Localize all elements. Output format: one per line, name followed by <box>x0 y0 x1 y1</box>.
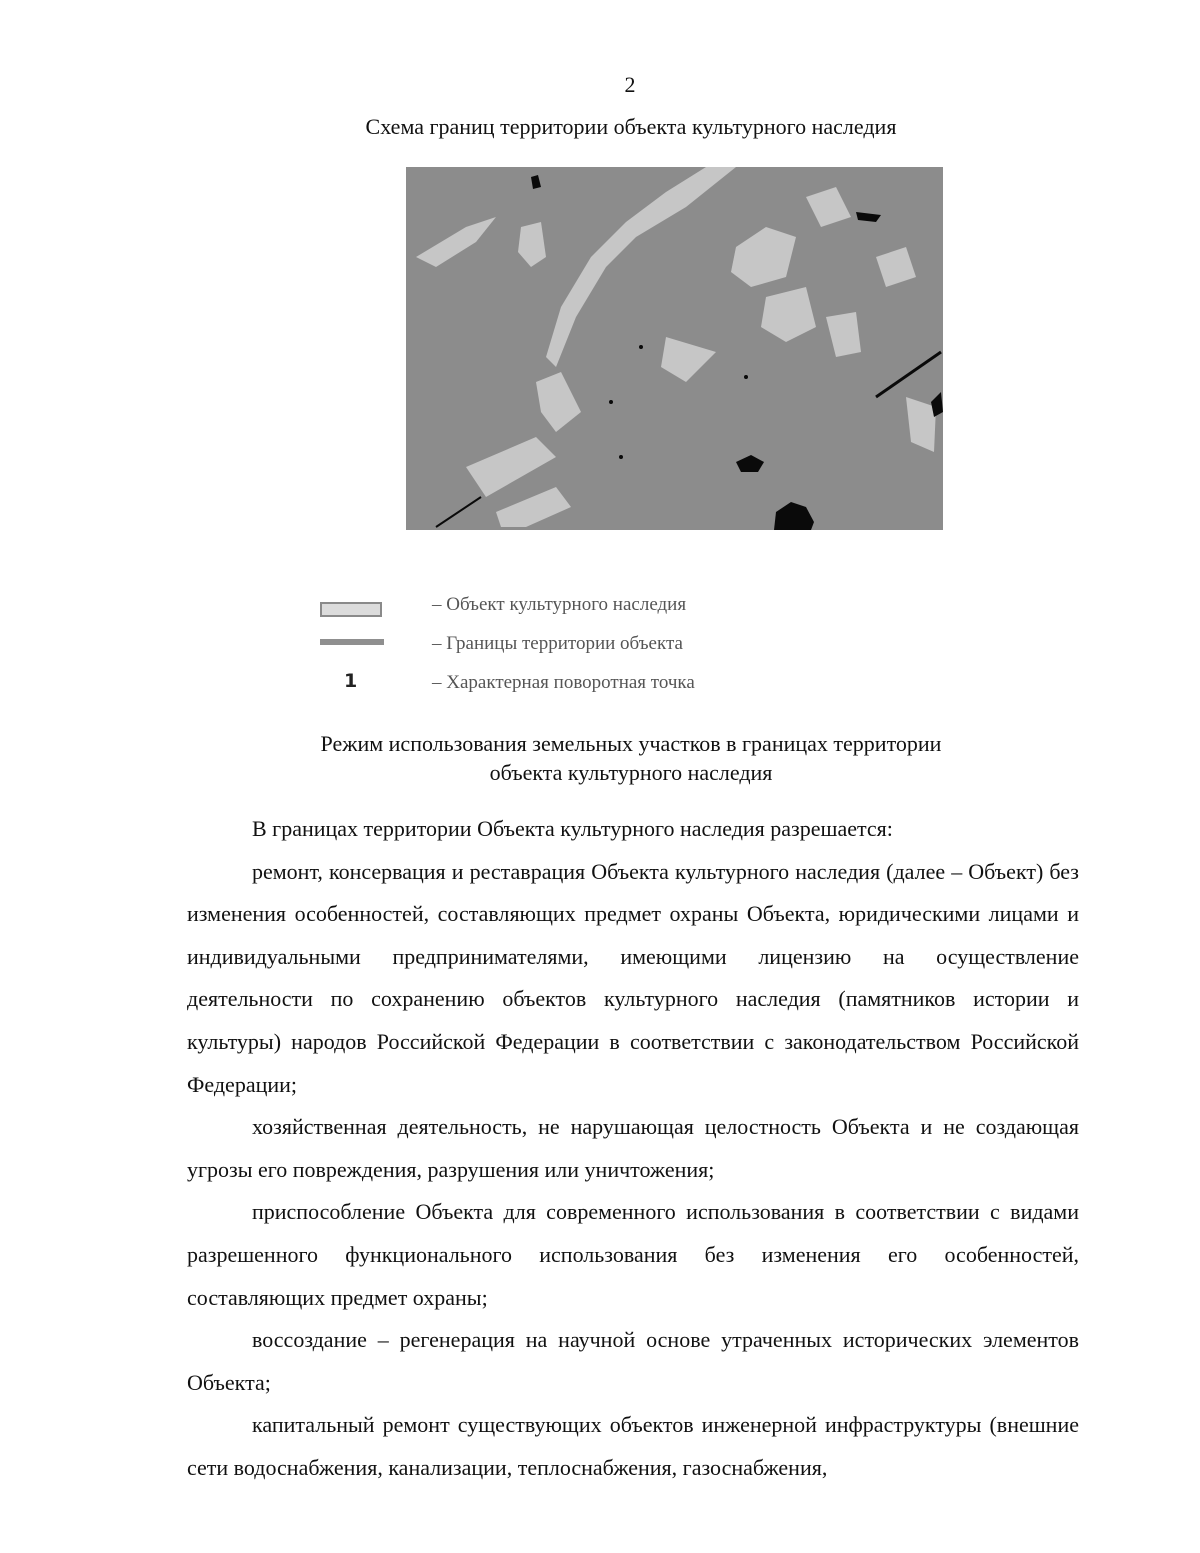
paragraph: капитальный ремонт существующих объектов инженерной инфраструктуры (внешние сети водоснабжения, канализации, теплоснабжения, газоснабжения, <box>187 1412 1079 1480</box>
paragraph: В границах территории Объекта культурного наследия разрешается: <box>252 816 893 841</box>
object-rectangle-icon <box>320 602 382 617</box>
legend-label: – Объект культурного наследия <box>432 594 687 615</box>
paragraph: хозяйственная деятельность, не нарушающая целостность Объекта и не создающая угрозы его повреждения, разрушения или уничтожения; <box>187 1114 1079 1182</box>
aerial-map-image <box>406 167 943 530</box>
body-text <box>187 808 1079 1490</box>
legend-label: – Границы территории объекта <box>432 633 683 654</box>
section-title <box>0 729 1200 787</box>
paragraph: приспособление Объекта для современного использования в соответствии с видами разрешенного функционального использования без изменения его особенностей, составляющих предмет охраны; <box>187 1199 1079 1310</box>
map-dark-dot <box>609 400 613 404</box>
map-dark-dot <box>744 375 748 379</box>
boundary-line-icon <box>320 639 384 645</box>
legend-label: – Характерная поворотная точка <box>432 672 695 693</box>
paragraph: воссоздание – регенерация на научной основе утраченных исторических элементов Объекта; <box>187 1327 1079 1395</box>
map-dark-dot <box>639 345 643 349</box>
map-dark-dot <box>619 455 623 459</box>
page-number: 2 <box>624 72 636 97</box>
turning-point-number: 1 <box>344 670 358 692</box>
section-title-line: Режим использования земельных участков в границах территории <box>320 731 942 756</box>
paragraph: ремонт, консервация и реставрация Объекта культурного наследия (далее – Объект) без изменения особенностей, составляющих предмет охраны Объекта, юридическими лицами и индивидуальными предпринимателями, имеющими лицензию на осуществление деятельности по сохранению объектов культурного наследия (памятников истории и культуры) народов Российской Федерации в соответствии с законодательством Российской Федерации; <box>187 858 1079 1097</box>
section-title-line: объекта культурного наследия <box>489 760 773 785</box>
map-title: Схема границ территории объекта культурного наследия <box>365 114 897 139</box>
